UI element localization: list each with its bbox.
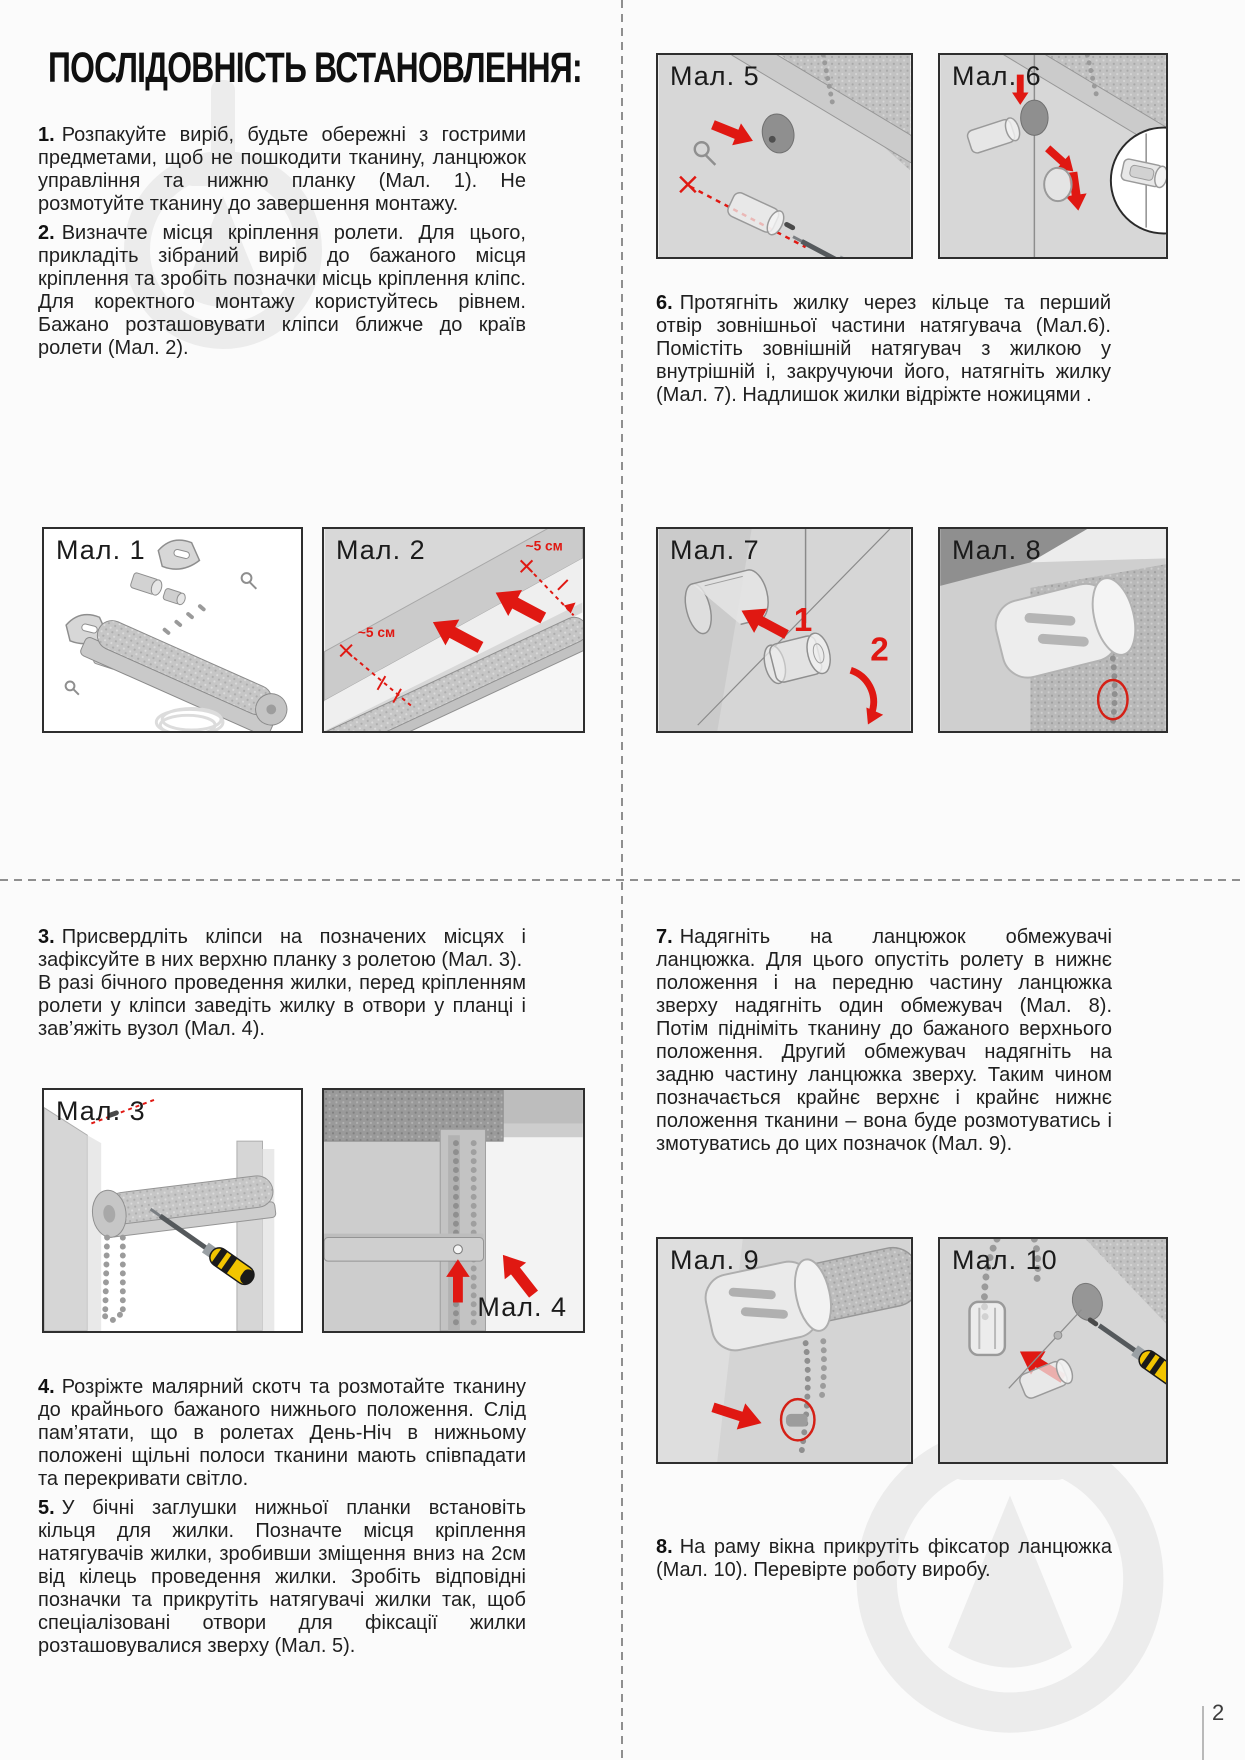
step-5: 5. У бічні заглушки нижньої планки встановіть кільця для жилки. Позначте місця кріплення натягувачів жилки, зробивши зміщення вниз на 2см від кілець проведення жилки. Зробіть відповідні позначки та прикрутіть натягувачі жилки так, щоб спеціалізовані отвори для фіксації жилки розташовувалися зверху (Мал. 5). (38, 1497, 526, 1657)
step-2: 2. Визначте місця кріплення ролети. Для цього, прикладіть зібраний виріб до бажаного місця кріплення та зробіть позначки місць кріплення кліпс. Для коректного монтажу користуйтесь рівнем. Бажано розташовувати кліпси ближче до країв ролети (Мал. 2). (38, 222, 526, 359)
figure-2 (322, 527, 585, 733)
line-hole (454, 1245, 463, 1254)
chain (105, 1238, 123, 1320)
cord-coil (156, 708, 223, 731)
step-6-block (656, 292, 1111, 413)
figure-9 (656, 1237, 913, 1464)
figure-label: Мал. 10 (952, 1245, 1058, 1275)
step-3-continued: В разі бічного проведення жилки, перед кріпленням ролети у кліпси заведіть жилку в отвори у планці і зав’яжіть вузол (Мал. 4). (38, 972, 526, 1040)
distance-label: ~5 см (357, 624, 396, 640)
step-8-block (656, 1536, 1112, 1588)
figure-7 (656, 527, 913, 733)
figure-3 (42, 1088, 303, 1333)
page-number-divider (1202, 1706, 1204, 1760)
figure-6 (938, 53, 1168, 259)
page-number: 2 (1212, 1700, 1225, 1725)
figure-label: Мал. 3 (56, 1096, 146, 1126)
roller-tube (79, 613, 293, 731)
figure-4 (322, 1088, 585, 1333)
step-3: 3. Присвердліть кліпси на позначених місцях і зафіксуйте в них верхню планку з ролетою (Мал. 3). (38, 926, 526, 971)
step-4: 4. Розріжте малярний скотч та розмотайте тканину до крайнього бажаного нижнього положення. Слід пам’ятати, що в ролетах День-Ніч в нижньому положені щільні полоси тканини мають співпадати та перекривати світло. (38, 1376, 526, 1490)
line-ring (1054, 1331, 1062, 1339)
step-8: 8. На раму вікна прикрутіть фіксатор ланцюжка (Мал. 10). Перевірте роботу виробу. (656, 1536, 1112, 1581)
figure-5 (656, 53, 913, 259)
steps-1-2-block (38, 124, 526, 366)
figure-label: Мал. 9 (670, 1245, 760, 1275)
step-marker-2: 2 (870, 631, 889, 669)
figure-label: Мал. 6 (952, 61, 1042, 91)
drum-part (162, 588, 186, 606)
cut-line-horizontal (0, 879, 1245, 881)
window-frame (237, 1141, 263, 1331)
step-7-block (656, 926, 1112, 1162)
figure-label: Мал. 7 (670, 535, 760, 565)
step-7: 7. Надягніть на ланцюжок обмежувачі ланцюжка. Для цього опустіть ролету в нижнє положення і на передню частину ланцюжка зверху надягніть один обмежувач (Мал. 8). Потім підніміть тканину до бажаного верхнього положення. Другий обмежувач надягніть на задню частину ланцюжка зверху. Таким чином позначається крайнє верхнє і крайнє нижнє положення тканини – вона буде розмотуватись і змотуватись до цих позначок (Мал. 9). (656, 926, 1112, 1155)
step-3-block (38, 926, 526, 1047)
drum-part (130, 572, 164, 596)
figure-1 (42, 527, 303, 733)
chain-fixator (969, 1302, 1004, 1355)
figure-label: Мал. 2 (336, 535, 426, 565)
step-1: 1. Розпакуйте виріб, будьте обережні з гострими предметами, щоб не пошкодити тканину, ланцюжок управління та нижню планку (Мал. 1). Не розмотуйте тканину до завершення монтажу. (38, 124, 526, 215)
end-disc (1021, 100, 1048, 135)
window-frame (44, 1108, 87, 1331)
figure-8 (938, 527, 1168, 733)
figure-label: Мал. 4 (477, 1292, 567, 1322)
step-6: 6. Протягніть жилку через кільце та перший отвір зовнішньої частини натягувача (Мал.6). Помістіть зовнішній натягувач з жилкою у внутрішній і, закручуючи його, натягніть жилку (Мал. 7). Надлишок жилки відріжте ножицями . (656, 292, 1111, 406)
eye-screw (66, 681, 79, 694)
tensioner-ring (1044, 168, 1071, 201)
figure-10 (938, 1237, 1168, 1464)
chain-stopper (786, 1414, 808, 1427)
steps-4-5-block (38, 1376, 526, 1664)
page-title: ПОСЛІДОВНІСТЬ ВСТАНОВЛЕННЯ: (48, 44, 582, 92)
screws (162, 603, 207, 635)
eye-screw (242, 573, 257, 589)
figure-label: Мал. 5 (670, 61, 760, 91)
figure-label: Мал. 8 (952, 535, 1042, 565)
figure-label: Мал. 1 (56, 535, 146, 565)
distance-label: ~5 см (525, 538, 563, 554)
step-marker-1: 1 (793, 601, 813, 639)
